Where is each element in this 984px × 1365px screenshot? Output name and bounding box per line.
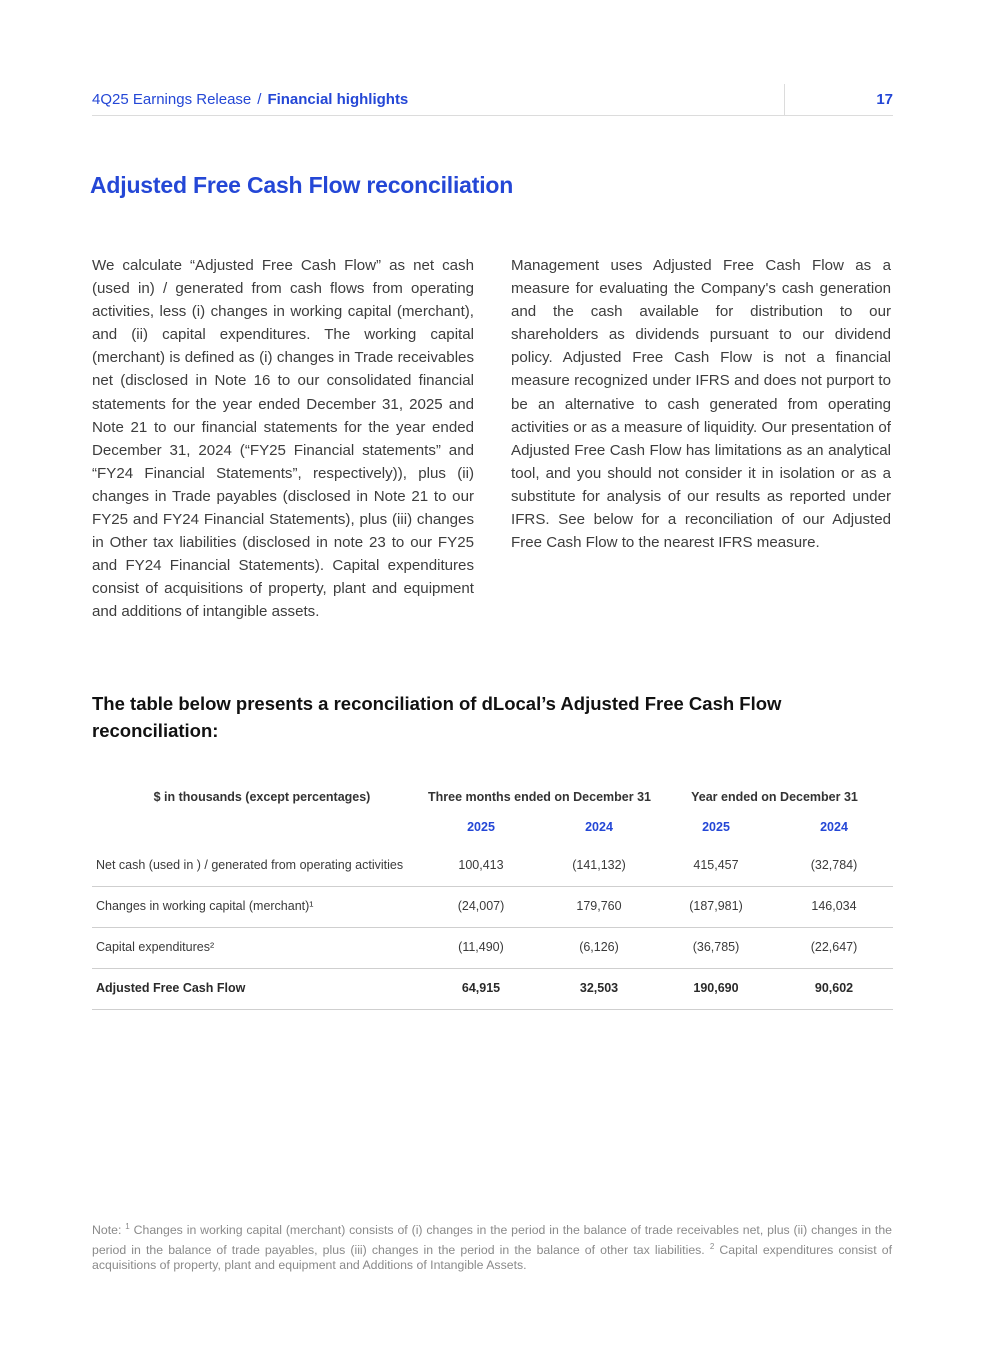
cell-value: (22,647) xyxy=(810,940,858,954)
row-label: Capital expenditures² xyxy=(96,940,215,954)
cell-value: 179,760 xyxy=(576,899,622,913)
footnote xyxy=(92,1219,892,1274)
footnote-marker-2: 2 xyxy=(709,1241,715,1251)
row-label: Adjusted Free Cash Flow xyxy=(96,981,246,995)
cell-value: (24,007) xyxy=(457,899,505,913)
cell-value: 190,690 xyxy=(693,981,739,995)
cell-value: 146,034 xyxy=(811,899,857,913)
table-heading: The table below presents a reconciliation of dLocal’s Adjusted Free Cash Flow reconciliation: xyxy=(92,693,782,741)
table-row xyxy=(92,845,893,887)
footnote-prefix: Note: xyxy=(92,1223,126,1238)
header-divider xyxy=(784,84,785,115)
page-title: Adjusted Free Cash Flow reconciliation xyxy=(90,172,514,198)
intro-paragraph-left: We calculate “Adjusted Free Cash Flow” as net cash (used in) / generated from cash flows from operating activities, less (i) changes in working capital (merchant), and (ii) capital expenditures. The working capital (merchant) is defined as (i) changes in Trade receivables net (disclosed in Note 16 to our consolidated financial statements for the year ended December 31, 2025 and Note 21 to our financial statements for the year ended December 31, 2024 (“FY25 Financial statements” and “FY24 Financial Statements”, respectively)), plus (ii) changes in Trade payables (disclosed in Note 21 to our FY25 and FY24 Financial Statements), plus (iii) changes in Other tax liabilities (disclosed in note 23 to our FY25 and FY24 Financial Statements). Capital expenditures consist of acquisitions of property, plant and equipment and additions of intangible assets. xyxy=(92,257,474,621)
year-header-q-2024: 2024 xyxy=(585,820,613,834)
breadcrumb-current[interactable]: Financial highlights xyxy=(267,91,409,108)
breadcrumb-root[interactable]: 4Q25 Earnings Release xyxy=(92,91,252,108)
cell-value: 100,413 xyxy=(458,858,504,872)
row-label: Changes in working capital (merchant)¹ xyxy=(96,899,314,913)
cell-value: (141,132) xyxy=(572,858,626,872)
table-row xyxy=(92,886,893,928)
row-label: Net cash (used in ) / generated from operating activities xyxy=(96,858,404,872)
cell-value: (36,785) xyxy=(692,940,740,954)
cell-value: 32,503 xyxy=(579,981,619,995)
footnote-text-1: Changes in working capital (merchant) consists of (i) changes in the period in the balance of trade receivables net, plus (ii) changes in the period in the balance of trade payables, plus (iii) changes in the period in the balance of other tax liabilities. xyxy=(92,1223,893,1257)
page-header xyxy=(92,84,893,116)
page-number: 17 xyxy=(876,91,893,108)
intro-paragraph-right: Management uses Adjusted Free Cash Flow as a measure for evaluating the Company's cash generation and the cash available for distribution to our shareholders as dividends pursuant to our dividend policy. Adjusted Free Cash Flow is not a financial measure recognized under IFRS and does not purport to be an alternative to cash generated from operating activities or as a measure of liquidity. Our presentation of Adjusted Free Cash Flow has limitations as an analytical tool, and you should not consider it in isolation or as a substitute for analysis of our results as reported under IFRS. See below for a reconciliation of our Adjusted Free Cash Flow to the nearest IFRS measure. xyxy=(511,257,891,552)
group-header-three-months: Three months ended on December 31 xyxy=(428,790,651,804)
cell-value: 90,602 xyxy=(814,981,854,995)
year-header-q-2025: 2025 xyxy=(467,820,495,834)
cell-value: (187,981) xyxy=(689,899,743,913)
cell-value: 64,915 xyxy=(461,981,501,995)
cell-value: (11,490) xyxy=(458,940,504,954)
units-header: $ in thousands (except percentages) xyxy=(153,790,371,804)
cell-value: (6,126) xyxy=(579,940,619,954)
table-row xyxy=(92,927,893,969)
year-header-y-2025: 2025 xyxy=(702,820,730,834)
group-header-year: Year ended on December 31 xyxy=(691,790,858,804)
cell-value: (32,784) xyxy=(810,858,858,872)
footnote-text-2: Capital expenditures consist of acquisitions of property, plant and equipment and Additions of Intangible Assets. xyxy=(92,1242,892,1273)
cell-value: 415,457 xyxy=(693,858,739,872)
breadcrumb-separator: / xyxy=(257,91,262,108)
footnote-marker-1: 1 xyxy=(125,1222,130,1231)
year-header-y-2024: 2024 xyxy=(820,820,848,834)
table-row-total xyxy=(92,968,893,1010)
breadcrumb xyxy=(92,91,408,108)
